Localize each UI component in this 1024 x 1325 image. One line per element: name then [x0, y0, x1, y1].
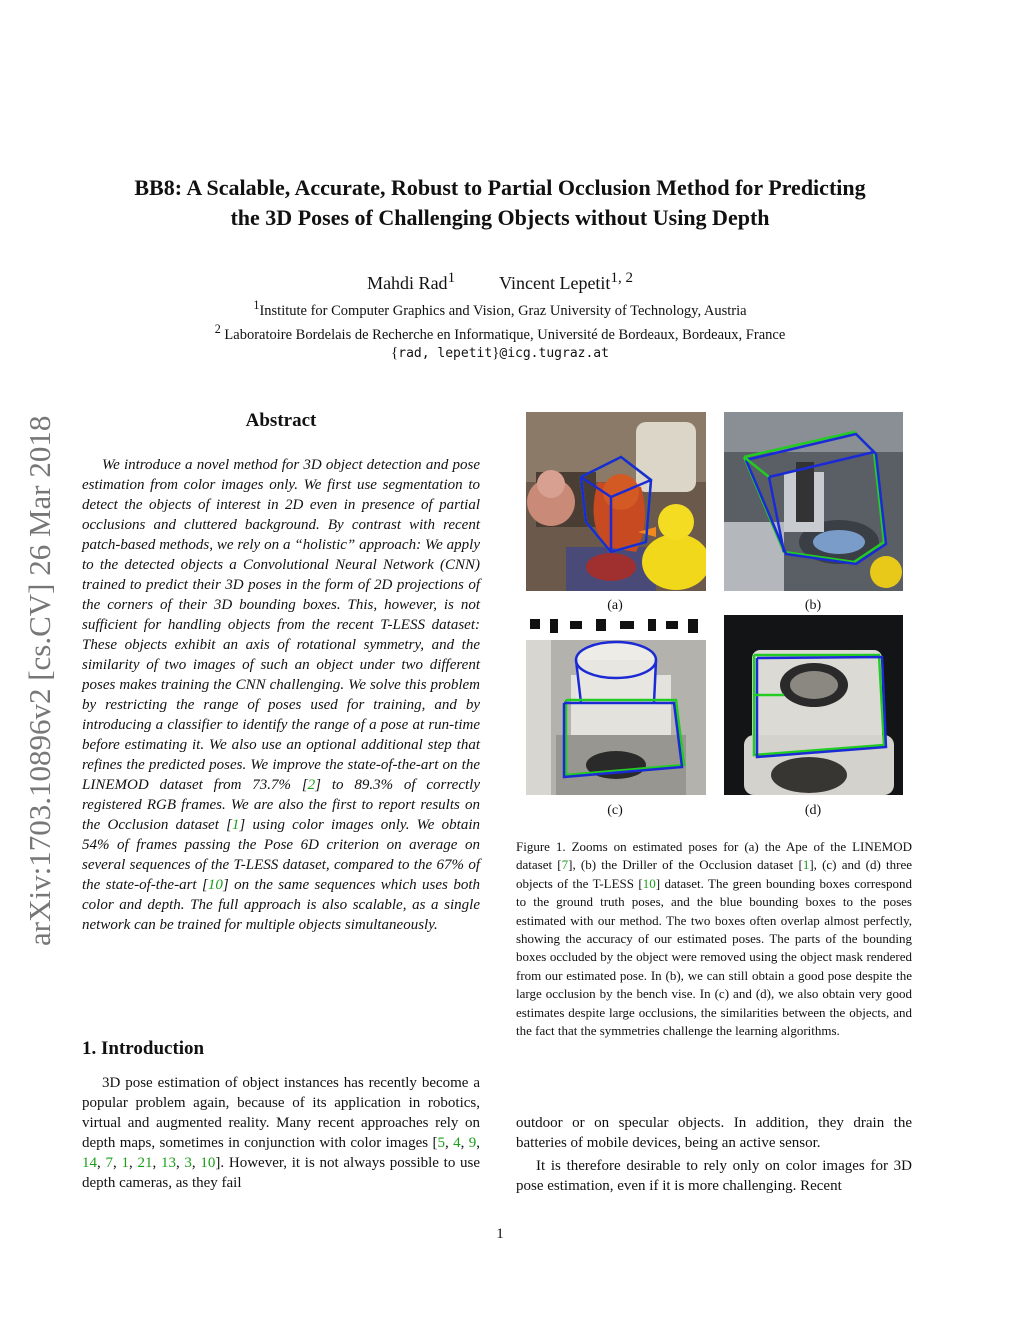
citation-link[interactable]: 7	[561, 857, 569, 873]
tless-photo-c	[526, 615, 706, 795]
citation-link[interactable]: 13	[160, 1155, 176, 1171]
section-heading-introduction: 1. Introduction	[82, 1038, 205, 1059]
author-sup: 1, 2	[610, 270, 633, 286]
affiliation-2	[0, 322, 1000, 344]
abstract-text: ] to 89.3% of correctly registered RGB frames. We are also the first to report results on the Occlusion dataset [	[82, 777, 480, 833]
citation-link[interactable]: 1	[802, 857, 810, 873]
panel-label-a: (a)	[607, 598, 623, 613]
citation-link[interactable]: 3	[184, 1155, 192, 1171]
figure-panel-b	[724, 412, 903, 591]
citation-link[interactable]: 21	[137, 1155, 153, 1171]
caption-text: ] dataset. The green bounding boxes correspond to the ground truth poses, and the blue bounding boxes to the poses estimated with our method. The two boxes often overlap almost perfectly, showing the accuracy of our estimated poses. The parts of the bounding boxes occluded by the object were removed using the object mask rendered from our estimated pose. In (b), we can still obtain a good pose despite the large occlusion by the bench vise. In (c) and (d), we also obtain very good estimates despite large occlusions, the similarities between the objects, and the fact that the symmetries challenge the learning algorithms.	[516, 875, 913, 1039]
tless-photo-d	[724, 615, 903, 795]
author-email[interactable]	[0, 345, 1000, 362]
caption-text: ], (b) the Driller of the Occlusion dataset [	[568, 857, 803, 873]
abstract-heading: Abstract	[245, 410, 317, 431]
ape-photo	[526, 412, 706, 591]
introduction-body: 3D pose estimation of object instances has recently become a popular problem again, because of its application in robotics, virtual and augmented reality. Many recent approaches rely on depth maps, sometimes in conjunction with color images [5, 4, 9, 14, 7, 1, 21, 13, 3, 10]. However, it is not always possible to use depth cameras, as they fail	[82, 1075, 481, 1191]
paragraph: It is therefore desirable to rely only on color images for 3D pose estimation, even if it is more challenging. Recent	[516, 1158, 912, 1194]
abstract-text: ] using color images only. We obtain 54% of frames passing the Pose 6D criterion on average on several sequences of the T-LESS dataset, compared to the 67% of the state-of-the-art [	[82, 817, 480, 893]
arxiv-id: arXiv:1703.10896v2 [cs.CV] 26 Mar 2018	[22, 415, 57, 946]
citation-link[interactable]: 4	[453, 1135, 461, 1151]
figure-panel-d	[724, 615, 903, 795]
citation-link[interactable]: 14	[82, 1155, 97, 1171]
abstract-text: ] on the same sequences which uses both color and depth. The full approach is also scalable, as a single network can be trained for multiple objects simultaneously.	[82, 877, 480, 933]
email-users: rad, lepetit	[398, 346, 493, 361]
author-list	[0, 270, 1000, 294]
paper-title	[60, 173, 940, 233]
arxiv-stamp	[22, 346, 58, 946]
citation-link[interactable]: 10	[200, 1155, 216, 1171]
citation-link[interactable]: 2	[307, 777, 316, 793]
author-name: Mahdi Rad	[367, 273, 448, 293]
affiliation-text: Institute for Computer Graphics and Vision, Graz University of Technology, Austria	[259, 302, 747, 319]
panel-label-b: (b)	[804, 598, 822, 613]
affiliation-sup: 2	[214, 322, 221, 336]
citation-link[interactable]: 10	[207, 877, 223, 893]
citation-link[interactable]: 1	[121, 1155, 129, 1171]
caption-text: ], (c) and (d) three objects of the T-LESS [	[516, 857, 913, 891]
citation-link[interactable]: 5	[437, 1135, 445, 1151]
email-brace: {	[391, 345, 399, 361]
introduction-text: 3D pose estimation of object instances has recently become a popular problem again, because of its application in robotics, virtual and augmented reality. Many recent approaches rely on depth maps, sometimes in conjunction with color images [	[82, 1075, 480, 1151]
figure-caption	[516, 838, 912, 1040]
title-line-2: the 3D Poses of Challenging Objects without Using Depth	[230, 205, 770, 230]
page-number: 1	[496, 1226, 504, 1242]
panel-label-c: (c)	[607, 803, 623, 818]
affiliation-sup: 1	[253, 298, 260, 312]
panel-label-d: (d)	[804, 803, 822, 818]
right-column-body	[516, 1113, 912, 1196]
affiliation-1	[0, 298, 1000, 320]
citation-link[interactable]: 7	[105, 1155, 113, 1171]
abstract-body	[82, 455, 480, 935]
author-name: Vincent Lepetit	[499, 273, 611, 293]
figure-panel-c	[526, 615, 706, 795]
title-line-1: BB8: A Scalable, Accurate, Robust to Partial Occlusion Method for Predicting	[134, 175, 866, 200]
figure-panel-a	[526, 412, 706, 591]
driller-photo	[724, 412, 903, 591]
caption-text: Figure 1. Zooms on estimated poses for (a) the Ape of the LINEMOD dataset [	[516, 839, 912, 873]
citation-link[interactable]: 9	[468, 1135, 477, 1151]
citation-link[interactable]: 1	[231, 817, 240, 833]
author-sup: 1	[447, 270, 456, 286]
abstract-text: We introduce a novel method for 3D object detection and pose estimation from color images only. We first use segmentation to detect the objects of interest in 2D even in presence of partial occlusions and cluttered background. By contrast with recent patch-based methods, we rely on a “holistic” approach: We apply to the detected objects a Convolutional Neural Network (CNN) trained to predict their 3D poses in the form of 2D projections of the corners of their 3D bounding boxes. This, however, is not sufficient for handling objects from the recent T-LESS dataset: These objects exhibit an axis of rotational symmetry, and the similarity of two images of such an object under two different poses makes training the CNN challenging. We solve this problem by restricting the range of poses used for training, and by introducing a classifier to identify the range of a pose at run-time before estimating it. We also use an optional additional step that refines the predicted poses. We improve the state-of-the-art on the LINEMOD dataset from 73.7% [	[82, 457, 480, 793]
email-domain: @icg.tugraz.at	[499, 346, 609, 361]
paragraph: outdoor or on specular objects. In addition, they drain the batteries of mobile devices, being an active sensor.	[516, 1115, 912, 1151]
citation-link[interactable]: 10	[642, 875, 656, 891]
email-brace: }	[492, 345, 500, 361]
introduction-text: ]. However, it is not always possible to use depth cameras, as they fail	[82, 1155, 481, 1191]
affiliation-text: Laboratoire Bordelais de Recherche en Informatique, Université de Bordeaux, Bordeaux, France	[220, 326, 786, 343]
